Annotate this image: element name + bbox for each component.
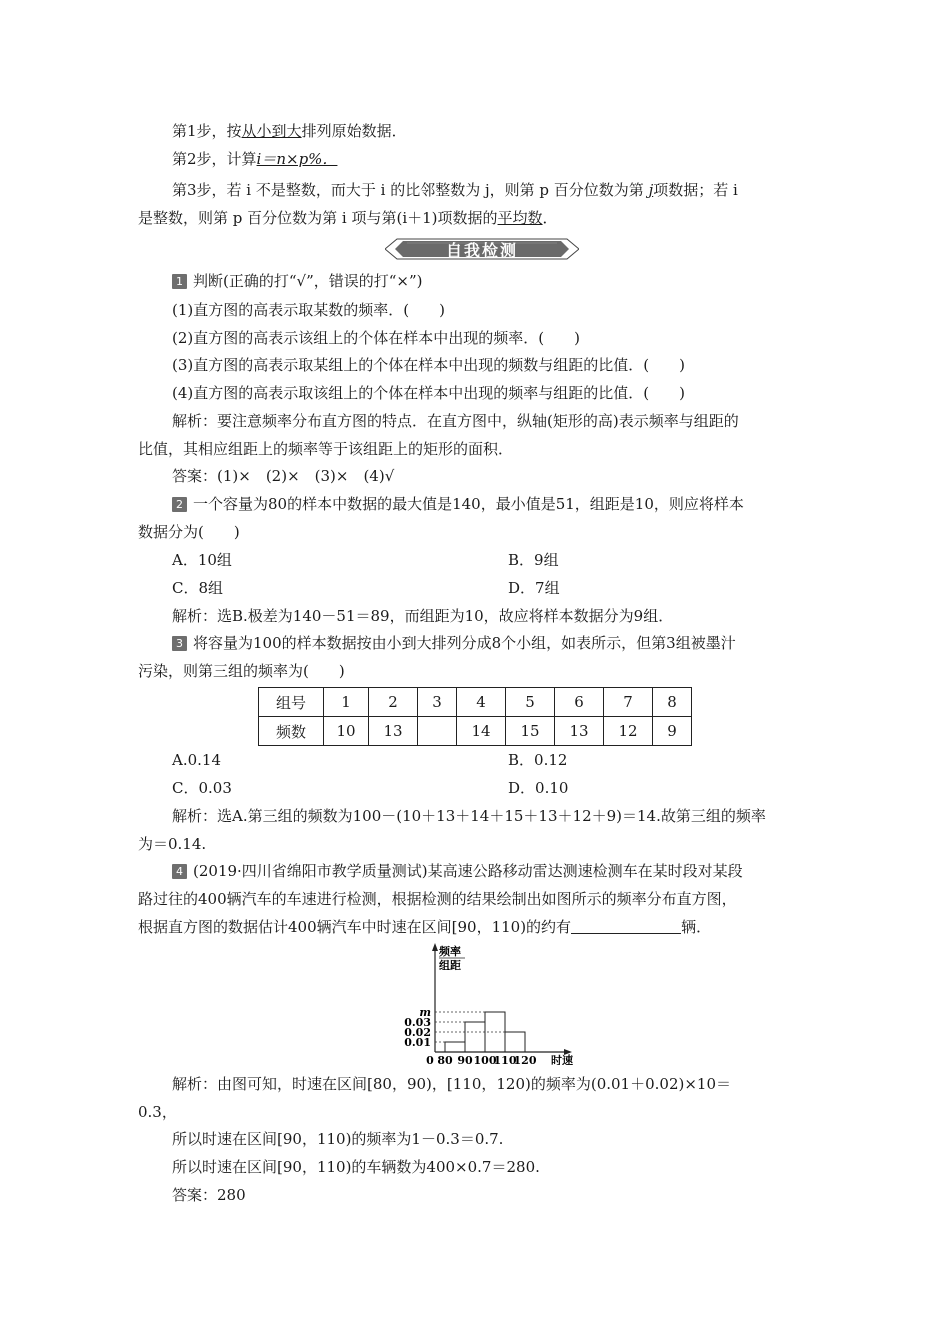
y-label-bottom: 组距 bbox=[439, 959, 461, 972]
q1-number: 1 bbox=[172, 274, 187, 289]
x-label: 时速 bbox=[551, 1054, 573, 1065]
table-cell: 14 bbox=[457, 717, 506, 746]
table-row bbox=[259, 717, 692, 746]
table-cell: 6 bbox=[555, 688, 604, 717]
table-cell: 10 bbox=[324, 717, 369, 746]
q2-analysis: 解析：选B.极差为140－51＝89，而组距为10，故应将样本数据分为9组． bbox=[172, 607, 674, 625]
q1-analysis-2: 比值，其相应组距上的频率等于该组距上的矩形的面积． bbox=[138, 440, 514, 458]
x-tick-label: 110 bbox=[493, 1054, 517, 1065]
q4-stem-1: 4 (2019·四川省绵阳市教学质量测试)某高速公路移动雷达测速检测车在某时段对某段 bbox=[172, 861, 743, 881]
banner-title: 自我检测 bbox=[445, 241, 518, 260]
answer-blank bbox=[571, 919, 681, 934]
x-tick-label: 0 bbox=[426, 1054, 434, 1065]
q1-item-1: (1)直方图的高表示取某数的频率．( ) bbox=[172, 301, 445, 319]
q1-item-2: (2)直方图的高表示该组上的个体在样本中出现的频率．( ) bbox=[172, 329, 580, 347]
q1-answer: 答案：(1)× (2)× (3)× (4)√ bbox=[172, 467, 395, 485]
q4-analysis-4: 所以时速在区间[90，110)的车辆数为400×0.7＝280. bbox=[172, 1158, 540, 1176]
q4-answer: 答案：280 bbox=[172, 1186, 246, 1204]
q2-option-d: D．7组 bbox=[508, 579, 560, 597]
table-cell: 15 bbox=[506, 717, 555, 746]
q1-stem: 1 判断(正确的打“√”，错误的打“×”) bbox=[172, 271, 423, 291]
q4-stem-2: 路过往的400辆汽车的车速进行检测，根据检测的结果绘制出如图所示的频率分布直方图， bbox=[138, 890, 737, 908]
table-header-cell: 组号 bbox=[259, 688, 324, 717]
table-cell: 7 bbox=[604, 688, 653, 717]
x-tick-label: 90 bbox=[457, 1054, 473, 1065]
x-tick-label: 120 bbox=[513, 1054, 537, 1065]
q3-option-c: C．0.03 bbox=[172, 779, 232, 797]
q2-option-a: A．10组 bbox=[172, 551, 232, 569]
y-tick-label: 0.01 bbox=[404, 1036, 431, 1049]
y-tick-label: 0.03 bbox=[404, 1016, 431, 1029]
q4-analysis-2: 0.3， bbox=[138, 1103, 177, 1121]
histogram-bar bbox=[505, 1032, 525, 1052]
table-cell: 13 bbox=[369, 717, 418, 746]
q4-analysis-3: 所以时速在区间[90，110)的频率为1－0.3＝0.7. bbox=[172, 1130, 504, 1148]
q3-option-a: A.0.14 bbox=[172, 751, 221, 769]
table-cell: 2 bbox=[369, 688, 418, 717]
step-1: 第1步，按从小到大排列原始数据． bbox=[172, 122, 407, 140]
table-cell: 13 bbox=[555, 717, 604, 746]
formula: i＝n×p%． bbox=[256, 150, 338, 168]
x-tick-label: 100 bbox=[473, 1054, 497, 1065]
q3-stem-2: 污染，则第三组的频率为( ) bbox=[138, 662, 345, 680]
q2-number: 2 bbox=[172, 497, 187, 512]
x-tick-label: 80 bbox=[437, 1054, 453, 1065]
y-tick-label: 0.02 bbox=[404, 1026, 431, 1039]
step-3-line1: 第3步，若 i 不是整数，而大于 i 的比邻整数为 j，则第 p 百分位数为第 j项数据；若 i bbox=[172, 181, 738, 199]
histogram-bar bbox=[445, 1042, 465, 1052]
frequency-histogram bbox=[395, 940, 585, 1065]
self-check-banner bbox=[385, 236, 579, 262]
table-cell: 8 bbox=[653, 688, 692, 717]
table-cell: 3 bbox=[418, 688, 457, 717]
table-cell: 9 bbox=[653, 717, 692, 746]
table-row bbox=[259, 688, 692, 717]
q1-analysis-1: 解析：要注意频率分布直方图的特点．在直方图中，纵轴(矩形的高)表示频率与组距的 bbox=[172, 412, 739, 430]
table-cell bbox=[418, 717, 457, 746]
table-cell: 5 bbox=[506, 688, 555, 717]
histogram-bar bbox=[465, 1022, 485, 1052]
q2-stem-2: 数据分为( ) bbox=[138, 523, 240, 541]
q4-number: 4 bbox=[172, 864, 187, 879]
q4-analysis-1: 解析：由图可知，时速在区间[80，90)，[110，120)的频率为(0.01＋0.02)×10＝ bbox=[172, 1075, 732, 1093]
q2-option-b: B．9组 bbox=[508, 551, 559, 569]
y-axis-arrow bbox=[432, 943, 438, 951]
q3-option-b: B．0.12 bbox=[508, 751, 568, 769]
q1-item-4: (4)直方图的高表示取该组上的个体在样本中出现的频率与组距的比值．( ) bbox=[172, 384, 685, 402]
table-cell: 1 bbox=[324, 688, 369, 717]
table-cell: 12 bbox=[604, 717, 653, 746]
y-label-top: 频率 bbox=[439, 945, 461, 958]
q2-option-c: C．8组 bbox=[172, 579, 224, 597]
q3-stem-1: 3 将容量为100的样本数据按由小到大排列分成8个小组，如表所示，但第3组被墨汁 bbox=[172, 633, 736, 653]
table-cell: 4 bbox=[457, 688, 506, 717]
q3-option-d: D．0.10 bbox=[508, 779, 569, 797]
step-2: 第2步，计算i＝n×p%． bbox=[172, 150, 338, 168]
q2-stem-1: 2 一个容量为80的样本中数据的最大值是140，最小值是51，组距是10，则应将样本 bbox=[172, 494, 744, 514]
q4-stem-3: 根据直方图的数据估计400辆汽车中时速在区间[90，110)的约有 辆． bbox=[138, 918, 712, 936]
table-header-cell: 频数 bbox=[259, 717, 324, 746]
q3-analysis-1: 解析：选A.第三组的频数为100－(10＋13＋14＋15＋13＋12＋9)＝14.故第三组的频率 bbox=[172, 807, 766, 825]
q3-analysis-2: 为＝0.14. bbox=[138, 835, 207, 853]
step-3-line2: 是整数，则第 p 百分位数为第 i 项与第(i＋1)项数据的平均数． bbox=[138, 209, 558, 227]
q1-item-3: (3)直方图的高表示取某组上的个体在样本中出现的频数与组距的比值．( ) bbox=[172, 356, 685, 374]
q3-number: 3 bbox=[172, 636, 187, 651]
y-tick-label: m bbox=[419, 1006, 431, 1019]
frequency-table bbox=[258, 687, 692, 746]
